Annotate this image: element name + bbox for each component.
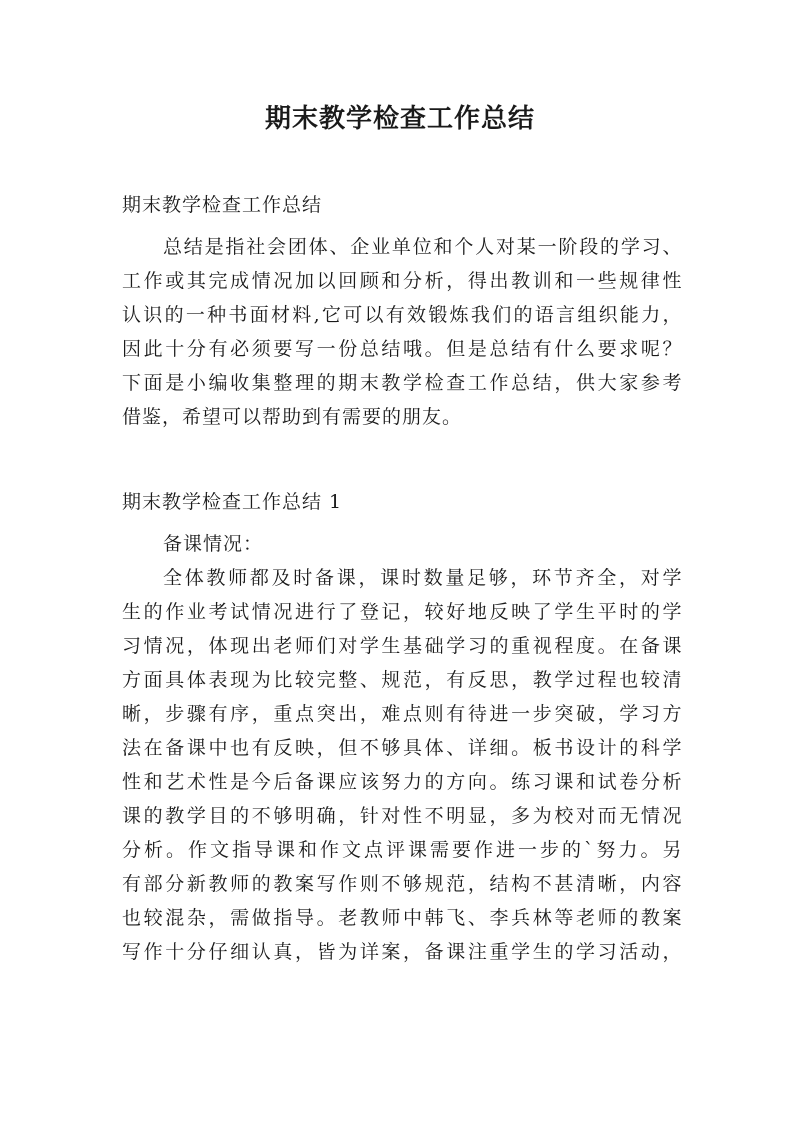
body-line: 也较混杂，需做指导。老教师中韩飞、李兵林等老师的教案 — [122, 907, 682, 929]
intro-line: 总结是指社会团体、企业单位和个人对某一阶段的学习、 — [163, 236, 682, 258]
body-line: 方面具体表现为比较完整、规范，有反思，教学过程也较清 — [122, 669, 682, 691]
body-line: 法在备课中也有反映，但不够具体、详细。板书设计的科学 — [122, 737, 682, 759]
body-line: 晰，步骤有序，重点突出，难点则有待进一步突破，学习方 — [122, 703, 682, 725]
intro-line: 因此十分有必须要写一份总结哦。但是总结有什么要求呢？ — [122, 338, 682, 360]
body-line: 分析。作文指导课和作文点评课需要作进一步的`努力。另 — [122, 839, 682, 861]
section-heading: 期末教学检查工作总结 1 — [122, 491, 343, 513]
intro-line: 借鉴，希望可以帮助到有需要的朋友。 — [122, 406, 463, 428]
body-line: 习情况，体现出老师们对学生基础学习的重视程度。在备课 — [122, 635, 682, 657]
body-line: 性和艺术性是今后备课应该努力的方向。练习课和试卷分析 — [122, 771, 682, 793]
intro-line: 工作或其完成情况加以回顾和分析，得出教训和一些规律性 — [122, 270, 682, 292]
document-title: 期末教学检查工作总结 — [264, 104, 535, 134]
subheading: 备课情况： — [163, 533, 264, 555]
body-line: 课的教学目的不够明确，针对性不明显，多为校对而无情况 — [122, 805, 682, 827]
body-line: 写作十分仔细认真，皆为详案，备课注重学生的学习活动， — [122, 941, 682, 963]
body-line: 全体教师都及时备课，课时数量足够，环节齐全，对学 — [163, 567, 682, 589]
body-line: 有部分新教师的教案写作则不够规范，结构不甚清晰，内容 — [122, 873, 682, 895]
intro-line: 下面是小编收集整理的期末教学检查工作总结，供大家参考 — [122, 372, 682, 394]
body-line: 生的作业考试情况进行了登记，较好地反映了学生平时的学 — [122, 601, 682, 623]
intro-heading: 期末教学检查工作总结 — [122, 194, 323, 216]
intro-line: 认识的一种书面材料,它可以有效锻炼我们的语言组织能力， — [122, 304, 682, 326]
